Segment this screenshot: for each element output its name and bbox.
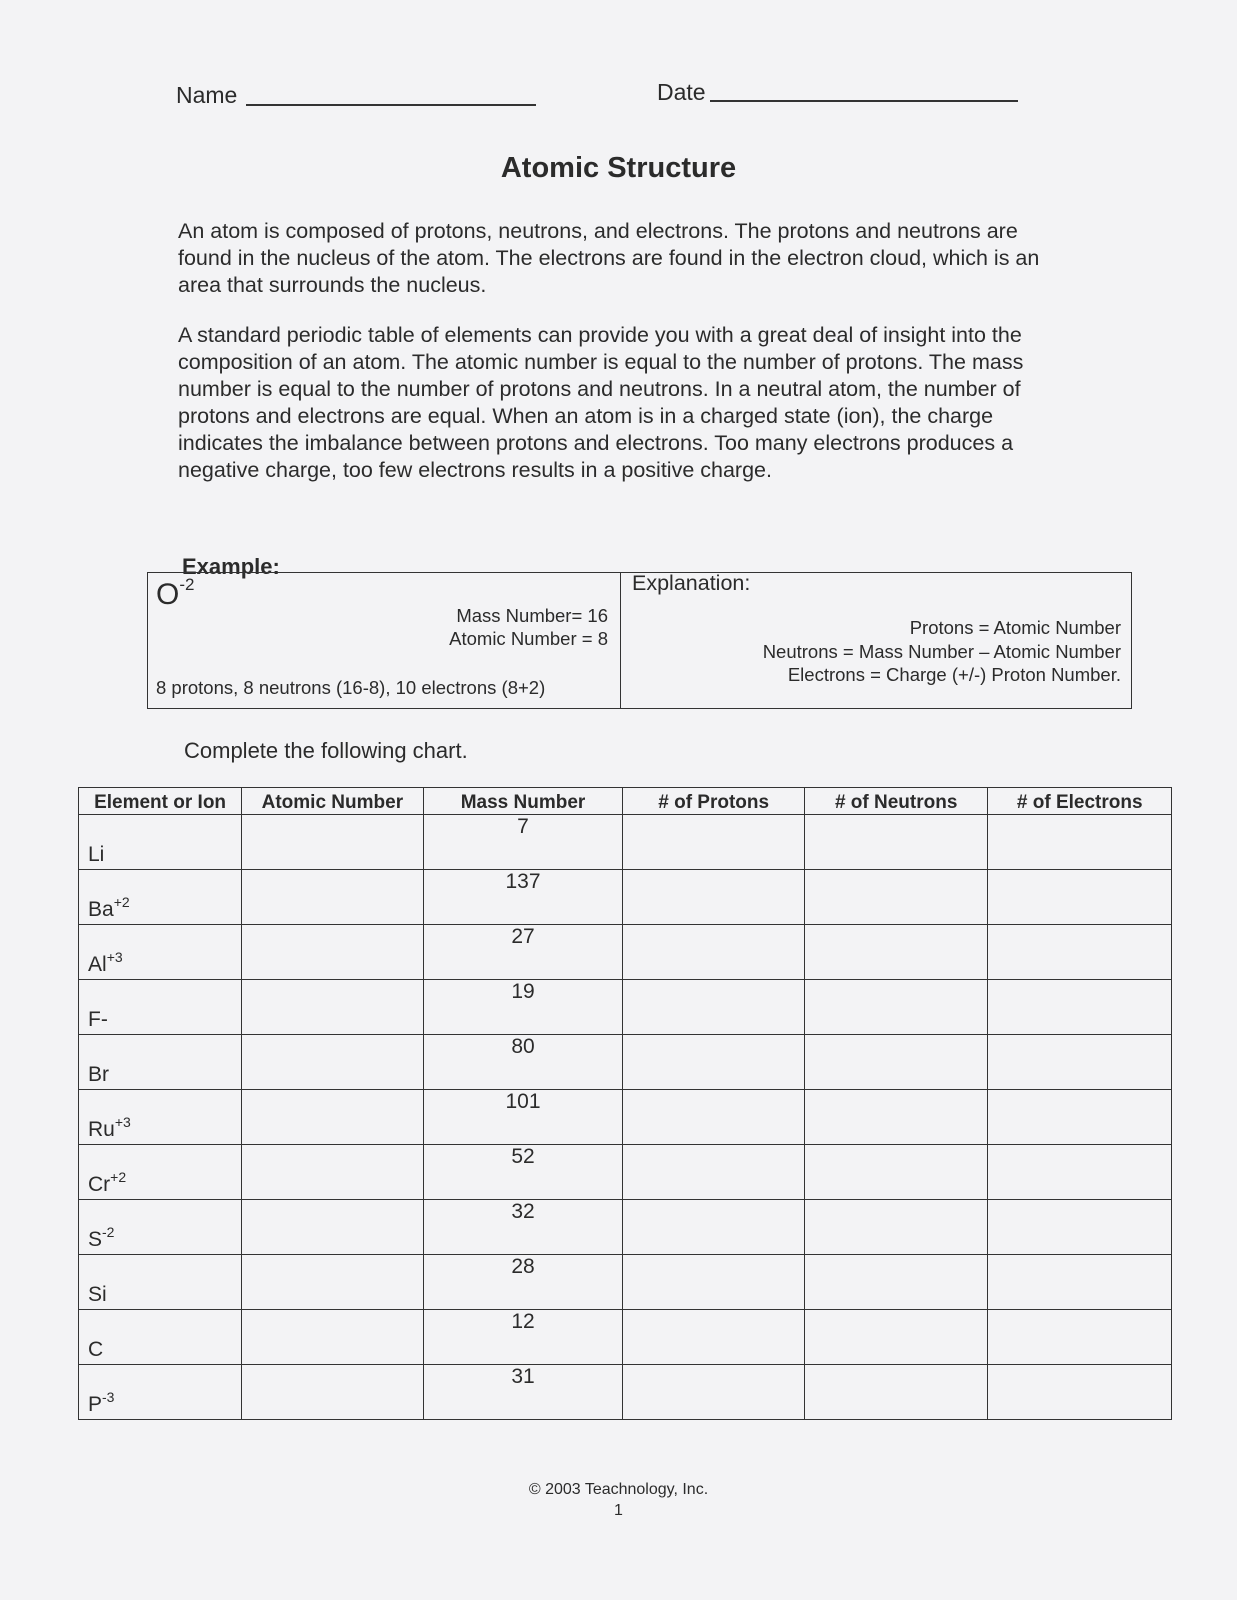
electrons-cell[interactable] [988,1200,1172,1255]
atomic-number-cell[interactable] [242,925,423,980]
header-atomic-number: Atomic Number [242,788,423,815]
element-charge: -3 [102,1389,115,1405]
element-symbol: Li [88,843,105,866]
atomic-number-cell[interactable] [242,1035,423,1090]
neutrons-cell[interactable] [804,1145,988,1200]
element-symbol: Si [88,1283,107,1306]
table-row [79,1145,1172,1200]
element-symbol: $Ba^{+2}$ [88,894,130,921]
mass-number-value: 80 [511,1035,535,1058]
electrons-cell[interactable] [988,1090,1172,1145]
example-box [147,572,1132,709]
protons-cell[interactable] [623,1255,804,1310]
page-number: 1 [614,1502,623,1519]
table-row [79,815,1172,870]
protons-cell[interactable] [623,1035,804,1090]
element-symbol: $S^{-2}$ [88,1224,115,1251]
mass-number-value: 101 [505,1090,541,1113]
element-symbol: $Ru^{+3}$ [88,1114,131,1141]
mass-number-cell [423,1090,623,1145]
element-cell [79,1310,242,1365]
element-cell [79,1035,242,1090]
element-cell [79,1255,242,1310]
element-symbol: $P^{-3}$ [88,1389,115,1416]
explanation-neutrons: Neutrons = Mass Number – Atomic Number [762,641,1121,662]
protons-cell[interactable] [623,1310,804,1365]
electrons-cell[interactable] [988,870,1172,925]
element-symbol: F- [88,1008,108,1031]
mass-number-value: 7 [517,815,529,838]
example-right-panel [622,573,1131,708]
element-cell [79,815,242,870]
electrons-cell[interactable] [988,1310,1172,1365]
mass-number-cell [423,1035,623,1090]
protons-cell[interactable] [623,1365,804,1420]
electrons-cell[interactable] [988,815,1172,870]
example-summary: 8 protons, 8 neutrons (16-8), 10 electrons (8+2) [156,677,546,698]
example-ion-charge: -2 [179,575,195,594]
atomic-number-cell[interactable] [242,870,423,925]
electrons-cell[interactable] [988,1145,1172,1200]
neutrons-cell[interactable] [804,925,988,980]
chart-header-row [79,788,1172,815]
atomic-number-cell[interactable] [242,1200,423,1255]
element-cell [79,1090,242,1145]
protons-cell[interactable] [623,1090,804,1145]
table-row [79,1200,1172,1255]
atomic-number-cell[interactable] [242,1090,423,1145]
table-row [79,1035,1172,1090]
protons-cell[interactable] [623,1145,804,1200]
mass-number-cell [423,1255,623,1310]
mass-number-value: 31 [511,1365,535,1388]
element-cell [79,1365,242,1420]
element-charge: +3 [114,1114,131,1130]
header-mass-number: Mass Number [423,788,623,815]
protons-cell[interactable] [623,980,804,1035]
element-cell [79,1200,242,1255]
example-atomic-number: Atomic Number = 8 [449,628,608,649]
mass-number-value: 19 [511,980,535,1003]
mass-number-cell [423,1200,623,1255]
atomic-number-cell[interactable] [242,815,423,870]
header-neutrons: # of Neutrons [804,788,988,815]
date-label: Date [657,79,706,105]
element-cell [79,1145,242,1200]
mass-number-value: 12 [511,1310,535,1333]
neutrons-cell[interactable] [804,815,988,870]
copyright-footer: © 2003 Teachnology, Inc. [528,1481,709,1498]
element-charge: +2 [113,894,130,910]
page-title: Atomic Structure [500,152,737,184]
table-row [79,870,1172,925]
name-field[interactable] [246,104,536,106]
mass-number-cell [423,925,623,980]
example-label: Example: [182,554,280,579]
protons-cell[interactable] [623,815,804,870]
element-symbol: Br [88,1063,109,1086]
mass-number-cell [423,870,623,925]
element-symbol: $Al^{+3}$ [88,949,123,976]
mass-number-value: 52 [511,1145,535,1168]
header-element-or-ion: Element or Ion [79,788,242,815]
neutrons-cell[interactable] [804,870,988,925]
neutrons-cell[interactable] [804,1310,988,1365]
protons-cell[interactable] [623,1200,804,1255]
neutrons-cell[interactable] [804,1365,988,1420]
table-row [79,1255,1172,1310]
element-symbol: $Cr^{+2}$ [88,1169,127,1196]
mass-number-cell [423,1145,623,1200]
electrons-cell[interactable] [988,980,1172,1035]
atomic-number-cell[interactable] [242,1310,423,1365]
element-charge: -2 [102,1224,115,1240]
electrons-cell[interactable] [988,925,1172,980]
neutrons-cell[interactable] [804,1090,988,1145]
element-cell [79,980,242,1035]
element-cell [79,870,242,925]
neutrons-cell[interactable] [804,1200,988,1255]
date-field[interactable] [710,100,1018,102]
atomic-number-cell[interactable] [242,1255,423,1310]
table-row [79,1365,1172,1420]
table-row [79,1310,1172,1365]
neutrons-cell[interactable] [804,980,988,1035]
mass-number-value: 28 [511,1255,535,1278]
mass-number-value: 27 [511,925,535,948]
mass-number-value: 32 [511,1200,535,1223]
electrons-cell[interactable] [988,1035,1172,1090]
header-electrons: # of Electrons [988,788,1172,815]
name-label: Name [176,82,238,108]
atomic-number-cell[interactable] [242,1365,423,1420]
table-row [79,925,1172,980]
mass-number-value: 137 [505,870,541,893]
periodic-table-paragraph: A standard periodic table of elements can provide you with a great deal of insight into the composition of an atom. The atomic number is equal to the number of protons. The mass number is equal to the number of protons and neutrons. In a neutral atom, the number of protons and electrons are equal. When an atom is in a charged state (ion), the charge indicates the imbalance between protons and electrons. Too many electrons produces a negative charge, too few electrons results in a positive charge. [178,323,1024,482]
element-charge: +3 [106,949,123,965]
neutrons-cell[interactable] [804,1255,988,1310]
mass-number-cell [423,815,623,870]
mass-number-cell [423,1365,623,1420]
mass-number-cell [423,1310,623,1365]
protons-cell[interactable] [623,870,804,925]
example-ion: $O^{-2}$ [156,575,195,611]
electrons-cell[interactable] [988,1365,1172,1420]
table-row [79,1090,1172,1145]
neutrons-cell[interactable] [804,1035,988,1090]
intro-paragraph: An atom is composed of protons, neutrons, and electrons. The protons and neutrons are found in the nucleus of the atom. The electrons are found in the electron cloud, which is an area that surrounds the nucleus. [178,219,1040,297]
element-symbol: C [88,1338,104,1361]
element-cell [79,925,242,980]
atomic-structure-chart [78,787,1172,1420]
chart-instruction: Complete the following chart. [184,738,468,763]
explanation-electrons: Electrons = Charge (+/-) Proton Number. [787,664,1121,685]
table-row [79,980,1172,1035]
header-protons: # of Protons [623,788,804,815]
element-charge: +2 [110,1169,127,1185]
explanation-label: Explanation: [632,571,751,595]
explanation-protons: Protons = Atomic Number [909,617,1121,638]
example-mass-number: Mass Number= 16 [456,605,608,626]
atomic-number-cell[interactable] [242,980,423,1035]
atomic-number-cell[interactable] [242,1145,423,1200]
protons-cell[interactable] [623,925,804,980]
electrons-cell[interactable] [988,1255,1172,1310]
example-left-panel [148,573,621,708]
mass-number-cell [423,980,623,1035]
